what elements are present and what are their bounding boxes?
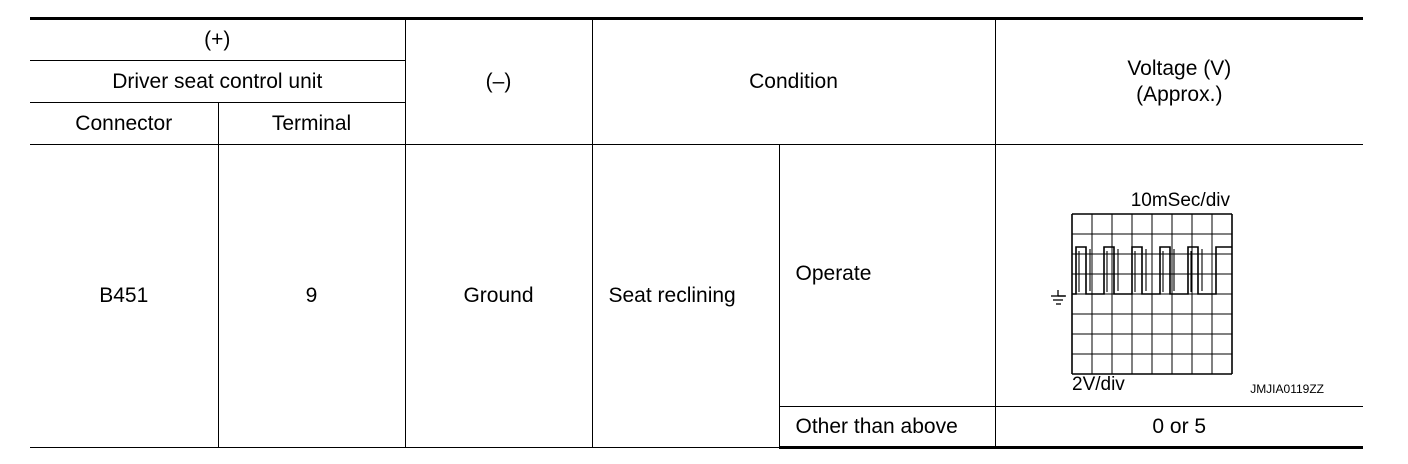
- voltage-header-line2: (Approx.): [1136, 83, 1223, 106]
- connector-header: Connector: [30, 103, 218, 145]
- plus-header: (+): [30, 19, 405, 61]
- unit-header: Driver seat control unit: [30, 61, 405, 103]
- operate-cell: Operate: [779, 145, 995, 407]
- terminal-spec-table: [30, 17, 1363, 449]
- ground-symbol-icon: [1051, 290, 1066, 304]
- other-voltage-cell: 0 or 5: [995, 407, 1363, 448]
- condition-cell: Seat reclining: [592, 145, 779, 448]
- waveform-cell: [995, 145, 1363, 407]
- volt-div-label: 2V/div: [1071, 374, 1125, 395]
- terminal-header: Terminal: [218, 103, 405, 145]
- terminal-cell: 9: [218, 145, 405, 448]
- voltage-header-line1: Voltage (V): [1127, 57, 1232, 80]
- image-code-label: JMJIA0119ZZ: [1249, 382, 1324, 396]
- time-div-label: 10mSec/div: [1130, 190, 1230, 211]
- oscilloscope-graph: [996, 145, 1364, 407]
- condition-header: Condition: [592, 19, 995, 145]
- ground-cell: Ground: [405, 145, 592, 448]
- other-condition-cell: Other than above: [779, 407, 995, 448]
- minus-header: (–): [405, 19, 592, 145]
- waveform-figure: [996, 145, 1364, 407]
- square-wave-trace-shadow: [1079, 249, 1202, 292]
- connector-cell: B451: [30, 145, 218, 448]
- voltage-header: [995, 19, 1363, 145]
